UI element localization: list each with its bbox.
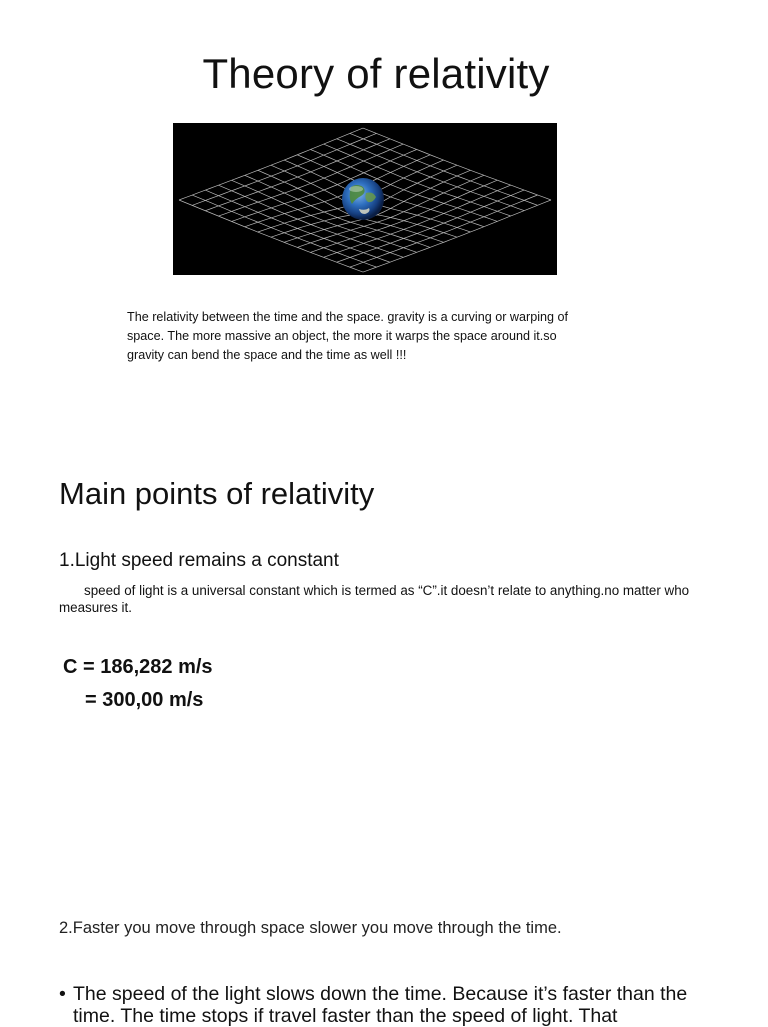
formula-line-2: = 300,00 m/s (85, 689, 204, 711)
section-heading: Main points of relativity (59, 476, 375, 511)
point-1-body: speed of light is a universal constant which is termed as “C”.it doesn’t relate to anything.no matter who measures it. (59, 583, 690, 615)
page-title: Theory of relativity (202, 50, 550, 97)
formula-line-1: C = 186,282 m/s (63, 656, 213, 678)
earth-icon (342, 178, 384, 220)
point-2-title: 2.Faster you move through space slower you move through the time. (59, 919, 562, 937)
bullet-item (59, 983, 699, 1027)
earth-spacetime-grid-icon (173, 123, 557, 275)
point-1-title: 1.Light speed remains a constant (59, 550, 339, 571)
earth-spacetime-grid-image (173, 123, 557, 275)
bullet-text: The speed of the light slows down the time. Because it’s faster than the time. The time stops if travel faster than the speed of light. That (73, 983, 688, 1027)
bullet-mark: • (59, 983, 66, 1005)
intro-paragraph: The relativity between the time and the space. gravity is a curving or warping of space. The more massive an object, the more it warps the space around it.so gravity can bend the space and the time as well !!! (127, 310, 569, 362)
